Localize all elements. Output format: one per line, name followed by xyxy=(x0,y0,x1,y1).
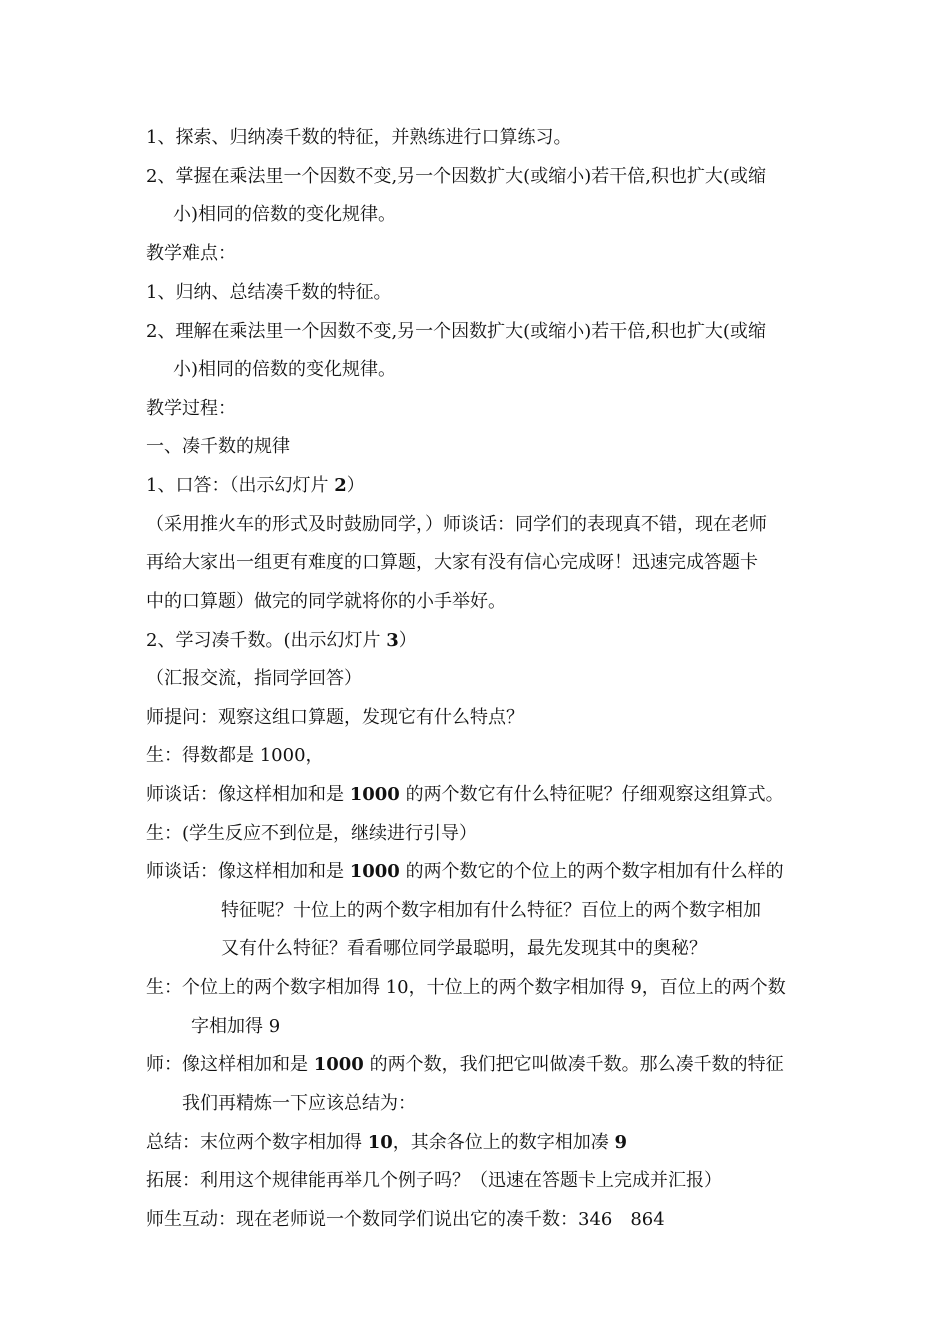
objective-1: 1、探索、归纳凑千数的特征，并熟练进行口算练习。 xyxy=(146,127,572,148)
teacher-talk-cont: 又有什么特征？看看哪位同学最聪明，最先发现其中的奥秘？ xyxy=(221,938,707,959)
difficulty-heading: 教学难点： xyxy=(146,243,236,264)
student-answer: 生：得数都是 1000， xyxy=(146,745,324,766)
paragraph-line: 中的口算题）做完的同学就将你的小手举好。 xyxy=(146,591,506,612)
step-1: 1、口答：（出示幻灯片 2） xyxy=(146,475,365,496)
teacher-talk: 师谈话：像这样相加和是 1000 的两个数它的个位上的两个数字相加有什么样的 xyxy=(146,861,784,882)
paragraph-line: （采用推火车的形式及时鼓励同学，）师谈话：同学们的表现真不错，现在老师 xyxy=(146,514,767,535)
difficulty-2-cont: 小)相同的倍数的变化规律。 xyxy=(173,359,397,380)
section-1-heading: 一、凑千数的规律 xyxy=(146,436,290,457)
teacher-statement: 师：像这样相加和是 1000 的两个数，我们把它叫做凑千数。那么凑千数的特征 xyxy=(146,1054,784,1075)
summary: 总结：末位两个数字相加得 10，其余各位上的数字相加凑 9 xyxy=(146,1132,628,1153)
difficulty-2: 2、理解在乘法里一个因数不变,另一个因数扩大(或缩小)若干倍,积也扩大(或缩 xyxy=(146,321,766,342)
student-answer-cont: 字相加得 9 xyxy=(191,1016,281,1037)
teacher-statement-cont: 我们再精炼一下应该总结为： xyxy=(182,1093,416,1114)
student-answer: 生：(学生反应不到位是，继续进行引导） xyxy=(146,823,478,844)
process-heading: 教学过程： xyxy=(146,398,236,419)
paragraph-line: （汇报交流，指同学回答） xyxy=(146,668,362,689)
paragraph-line: 再给大家出一组更有难度的口算题，大家有没有信心完成呀！迅速完成答题卡 xyxy=(146,552,758,573)
objective-2: 2、掌握在乘法里一个因数不变,另一个因数扩大(或缩小)若干倍,积也扩大(或缩 xyxy=(146,166,766,187)
step-2: 2、学习凑千数。(出示幻灯片 3） xyxy=(146,630,417,651)
teacher-question: 师提问：观察这组口算题，发现它有什么特点？ xyxy=(146,707,524,728)
interaction: 师生互动：现在老师说一个数同学们说出它的凑千数：346 864 xyxy=(146,1209,665,1230)
student-answer: 生：个位上的两个数字相加得 10，十位上的两个数字相加得 9，百位上的两个数 xyxy=(146,977,786,998)
extension: 拓展：利用这个规律能再举几个例子吗？（迅速在答题卡上完成并汇报） xyxy=(146,1170,722,1191)
teacher-talk: 师谈话：像这样相加和是 1000 的两个数它有什么特征呢？仔细观察这组算式。 xyxy=(146,784,784,805)
objective-2-cont: 小)相同的倍数的变化规律。 xyxy=(173,204,397,225)
teacher-talk-cont: 特征呢？十位上的两个数字相加有什么特征？百位上的两个数字相加 xyxy=(221,900,761,921)
difficulty-1: 1、归纳、总结凑千数的特征。 xyxy=(146,282,392,303)
